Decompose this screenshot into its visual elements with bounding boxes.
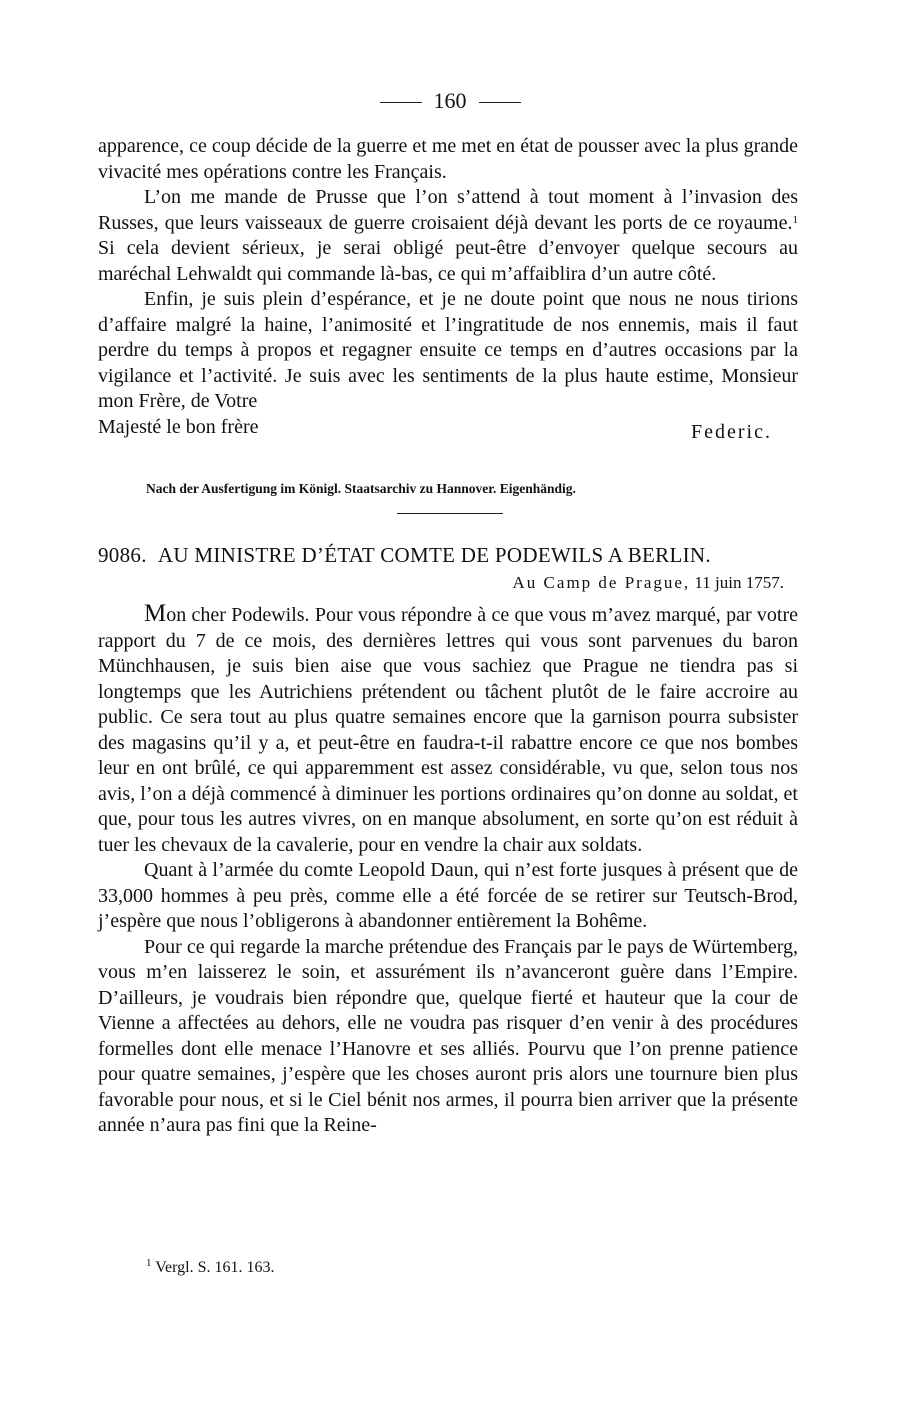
closing-row bbox=[98, 415, 798, 443]
footnote-marker: 1 bbox=[146, 1257, 152, 1269]
left-dash bbox=[380, 102, 422, 103]
salutation-initial: M bbox=[144, 600, 167, 627]
dateline bbox=[513, 571, 784, 595]
paragraph bbox=[98, 185, 798, 287]
source-note: Nach der Ausfertigung im Königl. Staatsarchiv zu Hannover. Eigenhändig. bbox=[146, 481, 576, 496]
paragraph: Enfin, je suis plein d’espérance, et je ne doute point que nous ne nous tirions d’affaire malgré la haine, l’animosité et l’ingratitude de nos ennemis, mais il faut perdre du temps à propos et regagner ensuite ce temps en d’autres occasions par la vigilance et l’activité. Je suis avec les sentiments de la plus haute estime, Monsieur mon Frère, de Votre bbox=[98, 288, 798, 412]
dateline-place: Au Camp de Prague, bbox=[512, 573, 691, 592]
paragraph-text: Pour vous répondre à ce que vous m’avez marqué, par votre rapport du 7 de ce mois, des dernières lettres qui vous sont parvenues du baron Münchhausen, je suis bien aise que vous sachiez que Prague ne tiendra pas si longtemps que les Autrichiens prétendent ou tâchent plutôt de le faire accroire au public. Ce sera tout au plus quatre semaines encore que la garnison pourra subsister des magasins qu’il y a, et peut-être en faudra-t-il rabattre encore ce que nos bombes leur en ont brûlé, ce qui apparemment est assez considérable, vu que, selon tous nos avis, l’on a déjà commencé à diminuer les portions ordinaires qu’on donne au soldat, et que, pour tous les autres vivres, on en manque absolument, en sorte qu’on est réduit à tuer les chevaux de la cavalerie, pour en vendre la chair aux soldats. bbox=[98, 604, 798, 856]
section-divider bbox=[397, 513, 503, 514]
letter-number: 9086. bbox=[98, 543, 147, 567]
letter-title: AU MINISTRE D’ÉTAT COMTE DE PODEWILS A BERLIN. bbox=[157, 543, 711, 567]
dateline-date: 11 juin 1757. bbox=[694, 573, 784, 592]
page-number: 160 bbox=[433, 88, 467, 113]
right-dash bbox=[479, 102, 521, 103]
paragraph: Pour ce qui regarde la marche prétendue des Français par le pays de Würtemberg, vous m’en laisserez le soin, et assurément ils n’avanceront guère dans l’Empire. D’ailleurs, je voudrais bien répondre que, quelque fierté et hauteur que la cour de Vienne a affectées au dehors, elle ne voudra pas risquer d’en venir à des procédures formelles dont elle menace l’Hanovre et ses alliés. Pourvu que l’on prenne patience pour quatre semaines, j’espère que les choses auront pris alors une tournure bien plus favorable pour nous, et si le Ciel bénit nos armes, il pourra bien arriver que la présente année n’aura pas fini que la Reine- bbox=[98, 935, 798, 1136]
footnote bbox=[146, 1257, 274, 1279]
paragraph bbox=[98, 601, 798, 858]
paragraph: Quant à l’armée du comte Leopold Daun, qui n’est forte jusques à présent que de 33,000 hommes à peu près, comme elle a été forcée de se retirer sur Teutsch-Brod, j’espère que nous l’obligerons à abandonner entièrement la Bohême. bbox=[98, 859, 798, 932]
closing-formula: Majesté le bon frère bbox=[98, 415, 259, 438]
paragraph: apparence, ce coup décide de la guerre et me met en état de pousser avec la plus grande vivacité mes opérations contre les Français. bbox=[98, 135, 798, 183]
letter-heading bbox=[98, 541, 800, 569]
letter-text bbox=[98, 601, 798, 1139]
running-head bbox=[0, 86, 900, 116]
signature: Federic. bbox=[691, 420, 772, 443]
salutation: on cher Podewils. bbox=[166, 604, 310, 626]
footnote-text: Vergl. S. 161. 163. bbox=[155, 1259, 275, 1276]
footnote-reference: 1 bbox=[792, 213, 798, 226]
paragraph-text: L’on me mande de Prusse que l’on s’attend à tout moment à l’invasion des Russes, que leurs vaisseaux de guerre croisaient déjà devant les ports de ce royaume. bbox=[98, 186, 798, 234]
paragraph-text: Si cela devient sérieux, je serai obligé peut-être d’envoyer quelque secours au maréchal Lehwaldt qui commande là-bas, ce qui m’affaiblira d’un autre côté. bbox=[98, 237, 798, 285]
previous-letter-text bbox=[98, 134, 798, 443]
